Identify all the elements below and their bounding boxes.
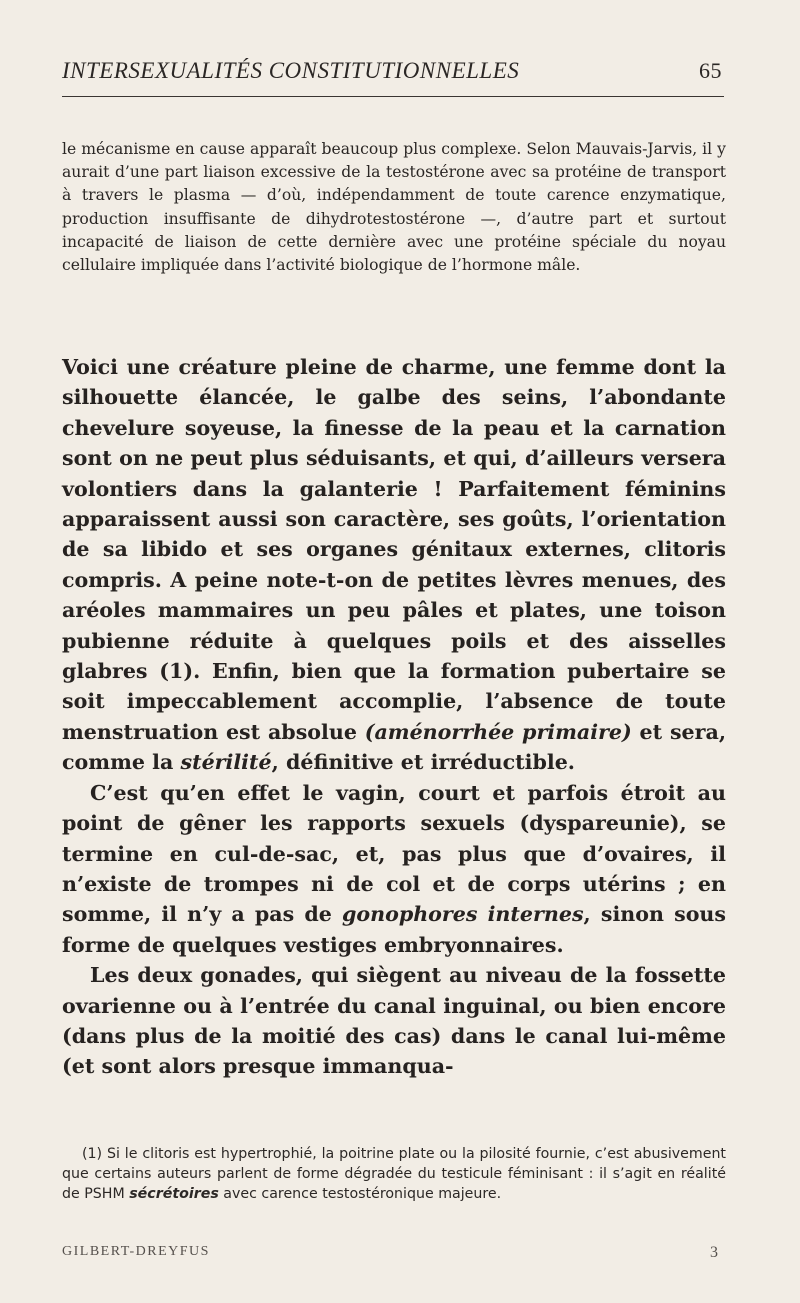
text-segment: et sera, comme la [62,719,727,775]
page-footer [62,1244,722,1262]
text-segment: (1) Si le clitoris est hypertrophié, la poitrine plate ou la pilosité fournie, c’est abusivement que certains auteurs parlent de forme dégradée du testicule féminisant : il s’agit en réalité de PSHM [62,1146,726,1202]
text-segment: , sinon sous forme de quelques vestiges embryonnaires. [62,902,726,957]
emphasis-sterilite: stérilité [180,750,272,775]
emphasis-secretoires: sécrétoires [129,1185,219,1202]
page-number: 65 [699,58,722,83]
emphasis-gonophores: gonophores internes [341,902,584,927]
emphasis-amenorrhee: (aménorrhée primaire) [364,719,632,744]
running-header [62,58,722,84]
text-segment: avec carence testostéronique majeure. [218,1185,502,1202]
sheet-number: 3 [710,1244,718,1261]
text-segment: Voici une créature pleine de charme, une femme dont la silhouette élancée, le galbe des seins, l’abondante chevelure soyeuse, la finesse de la peau et la carnation sont on ne peut plus séduisants, et qui, d’ailleurs versera volontiers dans la galanterie ! Parfaitement féminins apparaissent aussi son caractère, ses goûts, l’orientation de sa libido et ses organes génitaux externes, clitoris compris. A peine note-t-on de petites lèvres menues, des aréoles mammaires un peu pâles et plates, une toison pubienne réduite à quelques poils et des aisselles glabres (1). Enfin, bien que la formation pubertaire se soit impeccablement accomplie, l’absence de toute menstruation est absolue [62,355,726,744]
main-text [62,352,726,1082]
paragraph-description [62,352,726,778]
intro-paragraph: le mécanisme en cause apparaît beaucoup plus complexe. Selon Mauvais-Jarvis, il y aurait d’une part liaison excessive de la testostérone avec sa protéine de transport à travers le plasma — d’où, indépendamment de toute carence enzymatique, production insuffisante de dihydrotestostérone —, d’autre part et surtout incapacité de liaison de cette dernière avec une protéine spéciale du noyau cellulaire impliquée dans l’activité biologique de l’hormone mâle. [62,140,726,275]
text-segment: C’est qu’en effet le vagin, court et parfois étroit au point de gêner les rapports sexuels (dyspareunie), se termine en cul-de-sac, et, pas plus que d’ovaires, il n’existe de trompes ni de col et de corps utérins ; en somme, il n’y a pas de [62,780,726,927]
footnote [62,1145,726,1204]
running-title: INTERSEXUALITÉS CONSTITUTIONNELLES [62,58,520,83]
printer-signature: GILBERT-DREYFUS [62,1244,210,1259]
paragraph-vagin [62,778,726,960]
text-segment: , définitive et irréductible. [271,750,575,775]
paragraph-gonades: Les deux gonades, qui siègent au niveau de la fossette ovarienne ou à l’entrée du canal inguinal, ou bien encore (dans plus de la moitié des cas) dans le canal lui-même (et sont alors presque immanqua- [62,963,726,1079]
header-rule [62,96,724,97]
